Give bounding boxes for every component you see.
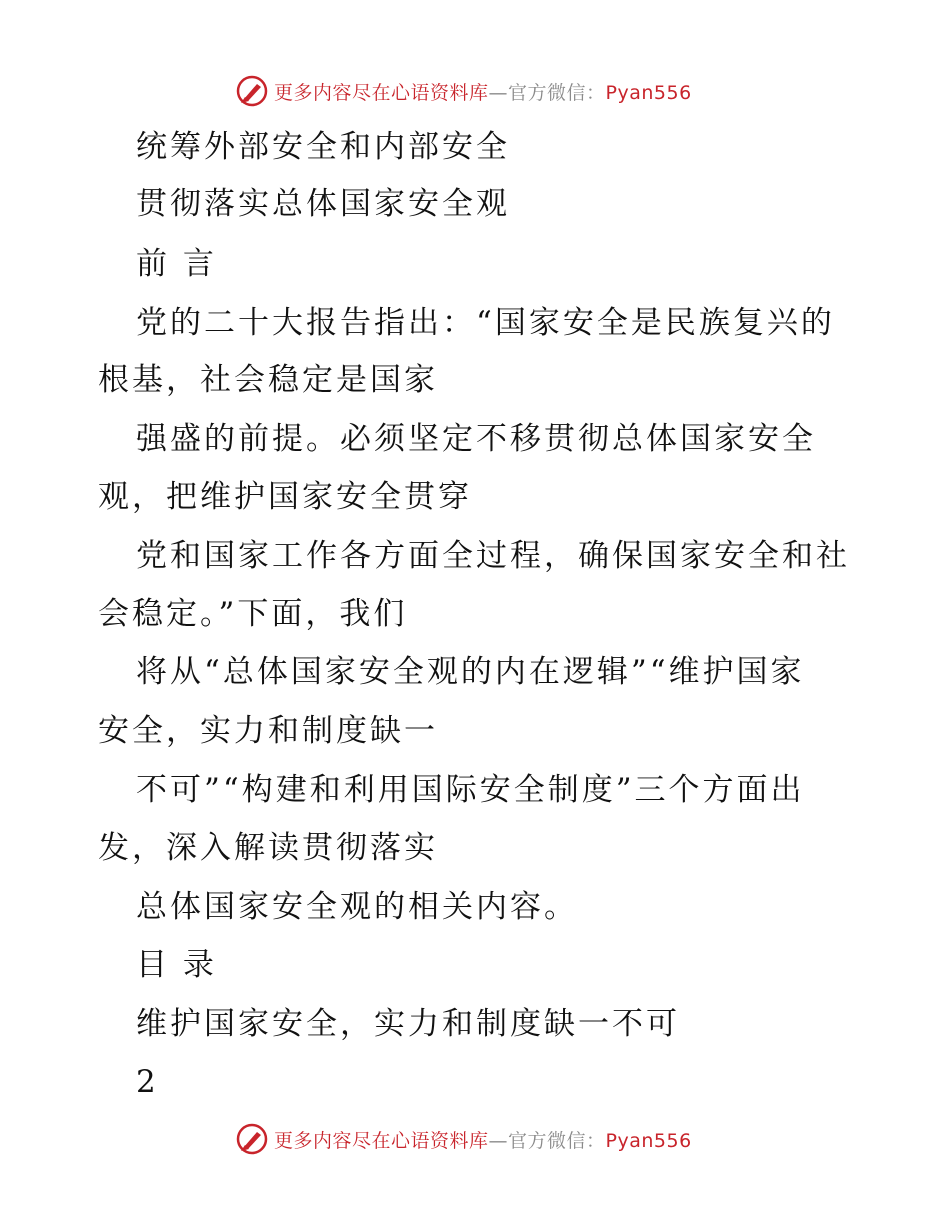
- banner-wechat-id: Pyan556: [605, 1130, 692, 1152]
- banner-text: [274, 1126, 692, 1153]
- text-line: 将从“总体国家安全观的内在逻辑”“维护国家: [136, 654, 805, 690]
- header-banner: [0, 72, 950, 112]
- text-line: 会稳定。”下面，我们: [98, 596, 408, 632]
- pen-logo-icon: [235, 74, 269, 108]
- banner-wechat-id: Pyan556: [605, 82, 692, 104]
- footer-banner: [0, 1120, 950, 1160]
- section-heading-toc: 目 录: [136, 947, 217, 983]
- text-line: 发，深入解读贯彻落实: [98, 830, 438, 866]
- banner-main-text: 更多内容尽在心语资料库: [274, 82, 489, 104]
- text-line: 安全，实力和制度缺一: [98, 713, 438, 749]
- text-line: 贯彻落实总体国家安全观: [136, 186, 510, 222]
- section-heading-preface: 前 言: [136, 246, 217, 282]
- text-line: 总体国家安全观的相关内容。: [136, 889, 578, 925]
- page-number: 2: [136, 1064, 159, 1100]
- banner-sub-text: —官方微信：: [488, 1130, 606, 1152]
- text-line: 党的二十大报告指出：“国家安全是民族复兴的: [136, 305, 835, 341]
- text-line: 强盛的前提。必须坚定不移贯彻总体国家安全: [136, 421, 816, 457]
- text-line: 党和国家工作各方面全过程，确保国家安全和社: [136, 538, 850, 574]
- text-line: 根基，社会稳定是国家: [98, 362, 438, 398]
- toc-item: 维护国家安全，实力和制度缺一不可: [136, 1006, 680, 1042]
- banner-sub-text: —官方微信：: [488, 82, 606, 104]
- text-line: 统筹外部安全和内部安全: [136, 129, 510, 165]
- pen-logo-icon: [235, 1122, 269, 1156]
- text-line: 观，把维护国家安全贯穿: [98, 479, 472, 515]
- banner-main-text: 更多内容尽在心语资料库: [274, 1130, 489, 1152]
- text-line: 不可”“构建和利用国际安全制度”三个方面出: [136, 772, 805, 808]
- banner-text: [274, 78, 692, 105]
